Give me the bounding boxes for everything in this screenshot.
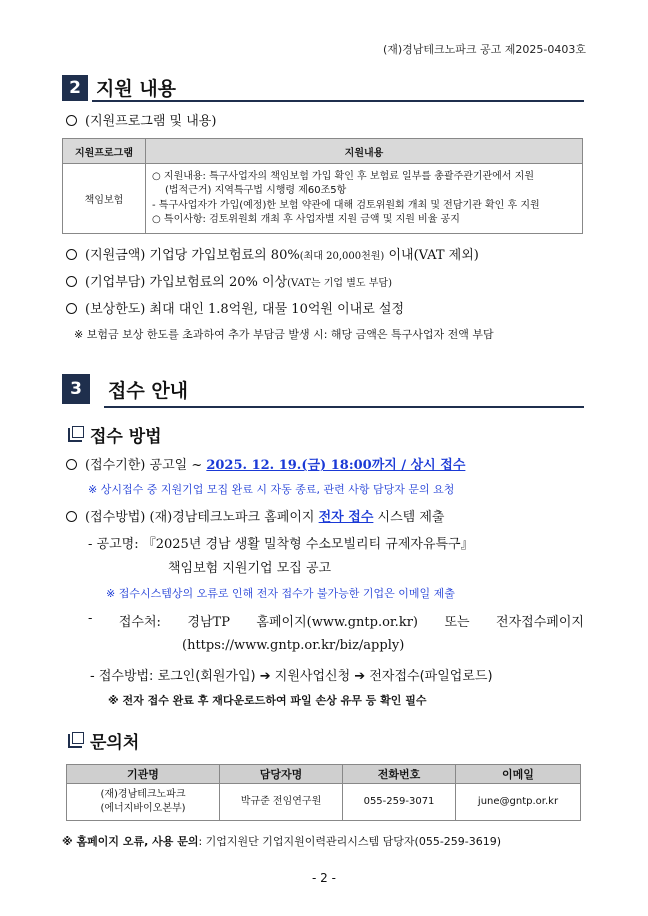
- circle-bullet-icon: [66, 276, 77, 287]
- square-bullet-icon: [68, 734, 82, 748]
- desc-line: (법적근거) 지역특구법 시행령 제60조5항: [165, 185, 347, 196]
- application-deadline: 2025. 12. 19.(금) 18:00까지 / 상시 접수: [206, 458, 466, 473]
- arrow-right-icon: ➔: [354, 669, 366, 684]
- homepage-url[interactable]: 홈페이지(www.gntp.or.kr): [256, 615, 418, 630]
- arrow-right-icon: ➔: [259, 669, 271, 684]
- section-2-heading: [62, 74, 176, 101]
- company-burden: (기업부담) 가입보험료의 20% 이상(VAT는 기업 별도 부담): [66, 271, 392, 290]
- application-period: (접수기한) 공고일 ~ 2025. 12. 19.(금) 18:00까지 / 상시 접수: [66, 454, 465, 473]
- section-divider: [92, 100, 584, 102]
- contact-header: 이메일: [456, 765, 581, 784]
- contact-header: 기관명: [67, 765, 220, 784]
- apply-page-url[interactable]: (https://www.gntp.or.kr/biz/apply): [182, 638, 405, 653]
- contact-email[interactable]: june@gntp.or.kr: [456, 784, 581, 821]
- square-bullet-icon: [68, 428, 82, 442]
- application-method: (접수방법) (재)경남테크노파크 홈페이지 전자 접수 시스템 제출: [66, 506, 444, 525]
- table-row: [67, 784, 581, 821]
- compensation-limit-note: ※ 보험금 보상 한도를 초과하여 추가 부담금 발생 시: 해당 금액은 특구사업자 전액 부담: [74, 328, 494, 341]
- subsection-method-heading: 접수 방법: [68, 422, 162, 447]
- desc-line: ○ 지원내용: 특구사업자의 책임보험 가입 확인 후 보험료 일부를 총괄주관기관에서 지원: [152, 170, 534, 182]
- contact-phone: 055-259-3071: [343, 784, 456, 821]
- submission-steps: - 접수방법: 로그인(회원가입) ➔ 지원사업신청 ➔ 전자접수(파일업로드): [90, 669, 493, 684]
- support-program-table: [62, 138, 583, 234]
- circle-bullet-icon: [66, 511, 77, 522]
- circle-bullet-icon: [66, 115, 77, 126]
- subsection-contact-heading: 문의처: [68, 728, 139, 753]
- circle-bullet-icon: [66, 249, 77, 260]
- section-title: 접수 안내: [108, 379, 189, 402]
- announcement-number: (재)경남테크노파크 공고 제2025-0403호: [382, 43, 586, 56]
- period-note: ※ 상시접수 중 지원기업 모집 완료 시 자동 종료, 관련 사항 담당자 문의 요청: [88, 483, 455, 496]
- support-amount: (지원금액) 기업당 가입보험료의 80%(최대 20,000천원) 이내(VAT 제외): [66, 244, 479, 263]
- notice-name-line1: - 공고명: 『2025년 경남 생활 밀착형 수소모빌리티 규제자유특구』: [88, 537, 474, 552]
- email-submission-note: ※ 접수시스템상의 오류로 인해 전자 접수가 불가능한 기업은 이메일 제출: [106, 587, 455, 600]
- circle-bullet-icon: [66, 459, 77, 470]
- section-number: 3: [62, 374, 90, 404]
- contact-header: 담당자명: [220, 765, 343, 784]
- homepage-inquiry-note: ※ 홈페이지 오류, 사용 문의: 기업지원단 기업지원이력관리시스템 담당자(055-259-3619): [62, 835, 502, 848]
- contact-person: 박규준 전임연구원: [220, 784, 343, 821]
- contact-header: 전화번호: [343, 765, 456, 784]
- desc-line: ○ 특이사항: 검토위원회 개최 후 사업자별 지원 금액 및 지원 비율 공지: [152, 214, 460, 225]
- section-title: 지원 내용: [96, 78, 177, 100]
- page-number: - 2 -: [312, 871, 336, 885]
- desc-line: - 특구사업자가 가입(예정)한 보험 약관에 대해 검토위원회 개최 및 전담기관 확인 후 지원: [152, 199, 540, 211]
- section-number: 2: [62, 75, 88, 101]
- table-header-content: 지원내용: [146, 139, 583, 164]
- section-divider: [104, 406, 584, 408]
- file-check-note: ※ 전자 접수 완료 후 재다운로드하여 파일 손상 유무 등 확인 필수: [108, 694, 427, 707]
- support-program-intro: (지원프로그램 및 내용): [66, 110, 216, 129]
- e-submission-link[interactable]: 전자 접수: [318, 510, 374, 525]
- table-cell-category: 책임보험: [63, 164, 146, 234]
- table-cell-description: [146, 164, 583, 234]
- section-3-heading: [62, 374, 188, 404]
- circle-bullet-icon: [66, 303, 77, 314]
- contact-table: [66, 764, 581, 821]
- table-header-program: 지원프로그램: [63, 139, 146, 164]
- compensation-limit: (보상한도) 최대 대인 1.8억원, 대물 10억원 이내로 설정: [66, 298, 404, 317]
- submission-place: - 접수처: 경남TP 홈페이지(www.gntp.or.kr) 또는 전자접수페이지: [88, 611, 584, 630]
- contact-org: (재)경남테크노파크 (에너지바이오본부): [67, 784, 220, 821]
- notice-name-line2: 책임보험 지원기업 모집 공고: [168, 561, 332, 576]
